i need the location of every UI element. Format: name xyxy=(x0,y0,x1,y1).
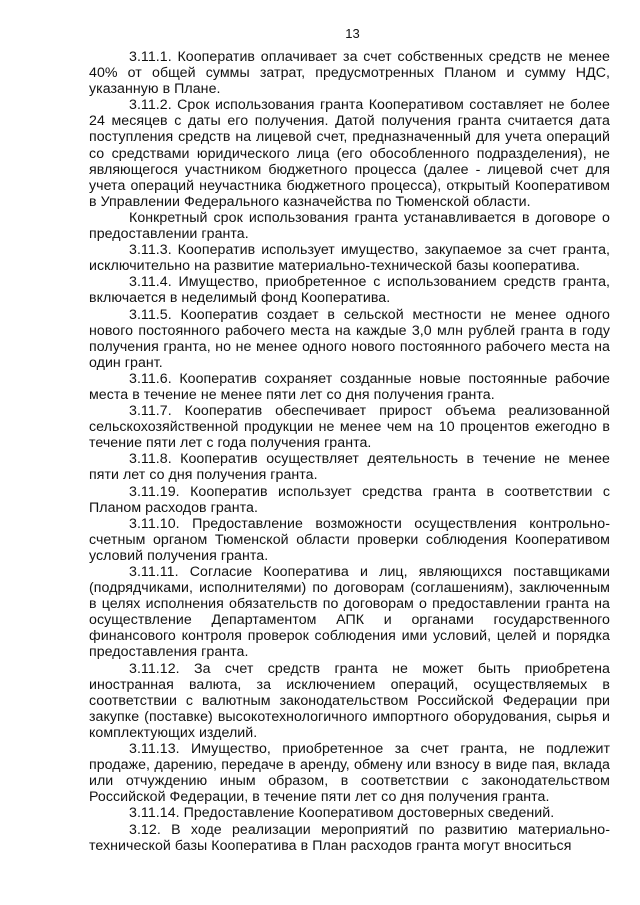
paragraph-3-11-12: 3.11.12. За счет средств гранта не может быть приобретена иностранная валюта, за исключением операций, осуществляемых в соответствии с валютным законодательством Российской Федерации при закупке (поставке) высокотехнологичного импортного оборудования, сырья и комплектующих изделий. xyxy=(89,660,610,741)
paragraph-3-11-7: 3.11.7. Кооператив обеспечивает прирост объема реализованной сельскохозяйственной продукции не менее чем на 10 процентов ежегодно в течение пяти лет с года получения гранта. xyxy=(89,403,610,452)
paragraph-3-11-5: 3.11.5. Кооператив создает в сельской местности не менее одного нового постоянного рабочего места на каждые 3,0 млн рублей гранта в году получения гранта, но не менее одного нового постоянного рабочего места на один грант. xyxy=(89,306,610,371)
paragraph-3-11-3: 3.11.3. Кооператив использует имущество, закупаемое за счет гранта, исключительно на развитие материально-технической базы кооператива. xyxy=(89,242,610,275)
paragraph-3-11-2: 3.11.2. Срок использования гранта Кооперативом составляет не более 24 месяцев с даты его получения. Датой получения гранта считается дата поступления средств на лицевой счет, предназначенный для учета операций со средствами юридического лица (его обособленного подразделения), не являющегося участником бюджетного процесса (далее - лицевой счет для учета операций неучастника бюджетного процесса), открытый Кооперативом в Управлении Федерального казначейства по Тюменской области. xyxy=(89,97,610,210)
paragraph-3-11-1: 3.11.1. Кооператив оплачивает за счет собственных средств не менее 40% от общей суммы затрат, предусмотренных Планом и сумму НДС, указанную в Плане. xyxy=(89,49,610,98)
paragraph-3-11-19: 3.11.19. Кооператив использует средства гранта в соответствии с Планом расходов гранта. xyxy=(89,483,610,516)
paragraph-grant-term: Конкретный срок использования гранта устанавливается в договоре о предоставлении гранта. xyxy=(89,209,610,243)
paragraph-3-11-6: 3.11.6. Кооператив сохраняет созданные новые постоянные рабочие места в течение не менее пяти лет со дня получения гранта. xyxy=(89,370,610,403)
paragraph-3-11-11: 3.11.11. Согласие Кооператива и лиц, являющихся поставщиками (подрядчиками, исполнителями) по договорам (соглашениям), заключенным в целях исполнения обязательств по договорам о предоставлении гранта на осуществление Департаментом АПК и органами государственного финансового контроля проверок соблюдения ими условий, целей и порядка предоставления гранта. xyxy=(89,564,610,661)
paragraph-3-11-14: 3.11.14. Предоставление Кооперативом достоверных сведений. xyxy=(129,805,555,822)
paragraph-3-11-10: 3.11.10. Предоставление возможности осуществления контрольно-счетным органом Тюменской области проверки соблюдения Кооперативом условий получения гранта. xyxy=(89,515,610,564)
page-number: 13 xyxy=(345,26,360,41)
document-body xyxy=(89,49,610,854)
paragraph-3-12: 3.12. В ходе реализации мероприятий по развитию материально-технической базы Кооператива в План расходов гранта могут вноситься xyxy=(89,821,610,854)
paragraph-3-11-8: 3.11.8. Кооператив осуществляет деятельность в течение не менее пяти лет со дня получения гранта. xyxy=(89,451,610,484)
paragraph-3-11-13: 3.11.13. Имущество, приобретенное за счет гранта, не подлежит продаже, дарению, передаче в аренду, обмену или взносу в виде пая, вклада или отчуждению иным образом, в соответствии с законодательством Российской Федерации, в течение пяти лет со дня получения гранта. xyxy=(89,741,610,806)
paragraph-3-11-4: 3.11.4. Имущество, приобретенное с использованием средств гранта, включается в неделимый фонд Кооператива. xyxy=(89,274,610,307)
